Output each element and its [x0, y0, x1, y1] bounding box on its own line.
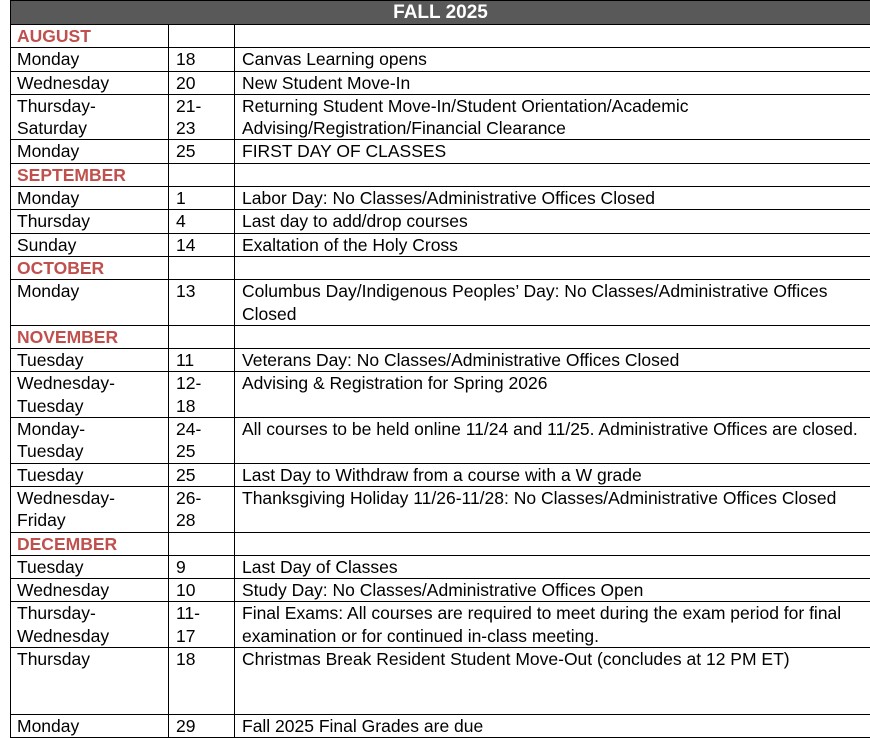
empty-cell [169, 25, 235, 48]
calendar-table [10, 0, 870, 738]
event-cell [235, 140, 870, 163]
date-cell [169, 463, 235, 486]
event-text: Labor Day: No Classes/Administrative Offices Closed [242, 187, 870, 209]
day-cell [11, 94, 169, 140]
month-header-row [11, 325, 870, 348]
day-text: Thursday [17, 210, 168, 232]
month-label: OCTOBER [11, 256, 169, 279]
day-text: Monday [17, 280, 168, 302]
date-text: 11- [176, 602, 234, 624]
table-row [11, 602, 870, 648]
event-text: Fall 2025 Final Grades are due [242, 715, 870, 737]
date-cell [169, 280, 235, 326]
date-text: 21- [176, 95, 234, 117]
day-cell [11, 579, 169, 602]
date-text: 25 [176, 140, 234, 162]
day-text: Tuesday [17, 349, 168, 371]
day-text: Thursday- [17, 95, 168, 117]
table-row [11, 210, 870, 233]
day-text: Wednesday [17, 625, 168, 647]
date-text: 9 [176, 556, 234, 578]
day-cell [11, 71, 169, 94]
day-text: Sunday [17, 234, 168, 256]
event-cell [235, 280, 870, 326]
event-cell [235, 71, 870, 94]
day-cell [11, 372, 169, 418]
day-cell [11, 486, 169, 532]
event-cell [235, 579, 870, 602]
day-text: Monday [17, 48, 168, 70]
day-text: Friday [17, 509, 168, 531]
title-row [11, 1, 870, 25]
date-cell [169, 233, 235, 256]
event-cell [235, 715, 870, 738]
day-text: Thursday- [17, 602, 168, 624]
date-cell [169, 418, 235, 464]
calendar-body [11, 25, 870, 738]
day-text: Wednesday [17, 579, 168, 601]
day-cell [11, 187, 169, 210]
empty-cell [169, 256, 235, 279]
table-row [11, 48, 870, 71]
event-text: Christmas Break Resident Student Move-Out (concludes at 12 PM ET) [242, 648, 870, 670]
event-text: All courses to be held online 11/24 and 11/25. Administrative Offices are closed. [242, 418, 870, 440]
month-label: AUGUST [11, 25, 169, 48]
empty-cell [169, 325, 235, 348]
date-cell [169, 372, 235, 418]
day-cell [11, 233, 169, 256]
event-cell [235, 555, 870, 578]
date-cell [169, 715, 235, 738]
event-cell [235, 372, 870, 418]
day-text: Monday- [17, 418, 168, 440]
empty-cell [169, 163, 235, 186]
calendar-title: FALL 2025 [11, 1, 870, 25]
day-text: Wednesday- [17, 487, 168, 509]
date-text: 26- [176, 487, 234, 509]
day-text: Tuesday [17, 556, 168, 578]
event-text: Advising & Registration for Spring 2026 [242, 372, 870, 394]
date-text: 11 [176, 349, 234, 371]
day-cell [11, 280, 169, 326]
date-cell [169, 140, 235, 163]
date-cell [169, 48, 235, 71]
table-row [11, 648, 870, 715]
date-text: 20 [176, 72, 234, 94]
table-row [11, 71, 870, 94]
date-text: 18 [176, 48, 234, 70]
month-header-row [11, 532, 870, 555]
event-cell [235, 418, 870, 464]
date-text: 18 [176, 395, 234, 417]
table-row [11, 579, 870, 602]
day-text: Tuesday [17, 464, 168, 486]
day-text: Tuesday [17, 395, 168, 417]
date-cell [169, 579, 235, 602]
day-cell [11, 463, 169, 486]
table-row [11, 94, 870, 140]
event-cell [235, 48, 870, 71]
month-header-row [11, 25, 870, 48]
date-cell [169, 94, 235, 140]
event-text: Exaltation of the Holy Cross [242, 234, 870, 256]
day-text: Wednesday [17, 72, 168, 94]
day-text: Thursday [17, 648, 168, 670]
event-text: FIRST DAY OF CLASSES [242, 140, 870, 162]
date-text: 14 [176, 234, 234, 256]
month-label: NOVEMBER [11, 325, 169, 348]
event-text: Canvas Learning opens [242, 48, 870, 70]
day-text: Monday [17, 187, 168, 209]
table-row [11, 349, 870, 372]
empty-cell [235, 163, 870, 186]
event-text: Last day to add/drop courses [242, 210, 870, 232]
day-cell [11, 602, 169, 648]
empty-cell [235, 325, 870, 348]
event-text: Final Exams: All courses are required to meet during the exam period for final examination or for continued in-class meeting. [242, 602, 870, 647]
date-cell [169, 349, 235, 372]
event-cell [235, 486, 870, 532]
month-header-row [11, 163, 870, 186]
date-text: 13 [176, 280, 234, 302]
empty-cell [169, 532, 235, 555]
event-text: Returning Student Move-In/Student Orientation/Academic Advising/Registration/Financial Clearance [242, 95, 870, 140]
date-cell [169, 187, 235, 210]
table-row [11, 463, 870, 486]
table-row [11, 715, 870, 738]
event-cell [235, 349, 870, 372]
table-row [11, 372, 870, 418]
date-text: 10 [176, 579, 234, 601]
day-text: Monday [17, 715, 168, 737]
event-cell [235, 648, 870, 715]
date-cell [169, 486, 235, 532]
event-cell [235, 602, 870, 648]
day-cell [11, 648, 169, 715]
day-cell [11, 210, 169, 233]
table-row [11, 233, 870, 256]
day-text: Saturday [17, 117, 168, 139]
day-cell [11, 349, 169, 372]
month-label: DECEMBER [11, 532, 169, 555]
table-row [11, 187, 870, 210]
day-cell [11, 48, 169, 71]
event-text: Veterans Day: No Classes/Administrative Offices Closed [242, 349, 870, 371]
date-cell [169, 210, 235, 233]
event-text: Last Day of Classes [242, 556, 870, 578]
date-text: 28 [176, 509, 234, 531]
day-cell [11, 715, 169, 738]
empty-cell [235, 25, 870, 48]
table-row [11, 140, 870, 163]
day-cell [11, 555, 169, 578]
date-text: 17 [176, 625, 234, 647]
event-text: Columbus Day/Indigenous Peoples’ Day: No Classes/Administrative Offices Closed [242, 280, 870, 325]
event-cell [235, 94, 870, 140]
event-text: New Student Move-In [242, 72, 870, 94]
event-text: Last Day to Withdraw from a course with a W grade [242, 464, 870, 486]
table-row [11, 486, 870, 532]
day-cell [11, 140, 169, 163]
day-text: Tuesday [17, 440, 168, 462]
empty-cell [235, 256, 870, 279]
event-text: Thanksgiving Holiday 11/26-11/28: No Classes/Administrative Offices Closed [242, 487, 870, 509]
event-cell [235, 463, 870, 486]
event-cell [235, 210, 870, 233]
event-cell [235, 233, 870, 256]
date-text: 25 [176, 464, 234, 486]
table-row [11, 555, 870, 578]
day-text: Wednesday- [17, 372, 168, 394]
empty-cell [235, 532, 870, 555]
date-cell [169, 555, 235, 578]
month-header-row [11, 256, 870, 279]
event-text: Study Day: No Classes/Administrative Offices Open [242, 579, 870, 601]
date-text: 23 [176, 117, 234, 139]
date-text: 18 [176, 648, 234, 670]
date-cell [169, 648, 235, 715]
day-cell [11, 418, 169, 464]
table-row [11, 418, 870, 464]
month-label: SEPTEMBER [11, 163, 169, 186]
table-row [11, 280, 870, 326]
date-text: 24- [176, 418, 234, 440]
day-text: Monday [17, 140, 168, 162]
date-text: 12- [176, 372, 234, 394]
date-text: 29 [176, 715, 234, 737]
date-cell [169, 602, 235, 648]
date-cell [169, 71, 235, 94]
date-text: 1 [176, 187, 234, 209]
date-text: 25 [176, 440, 234, 462]
event-cell [235, 187, 870, 210]
date-text: 4 [176, 210, 234, 232]
